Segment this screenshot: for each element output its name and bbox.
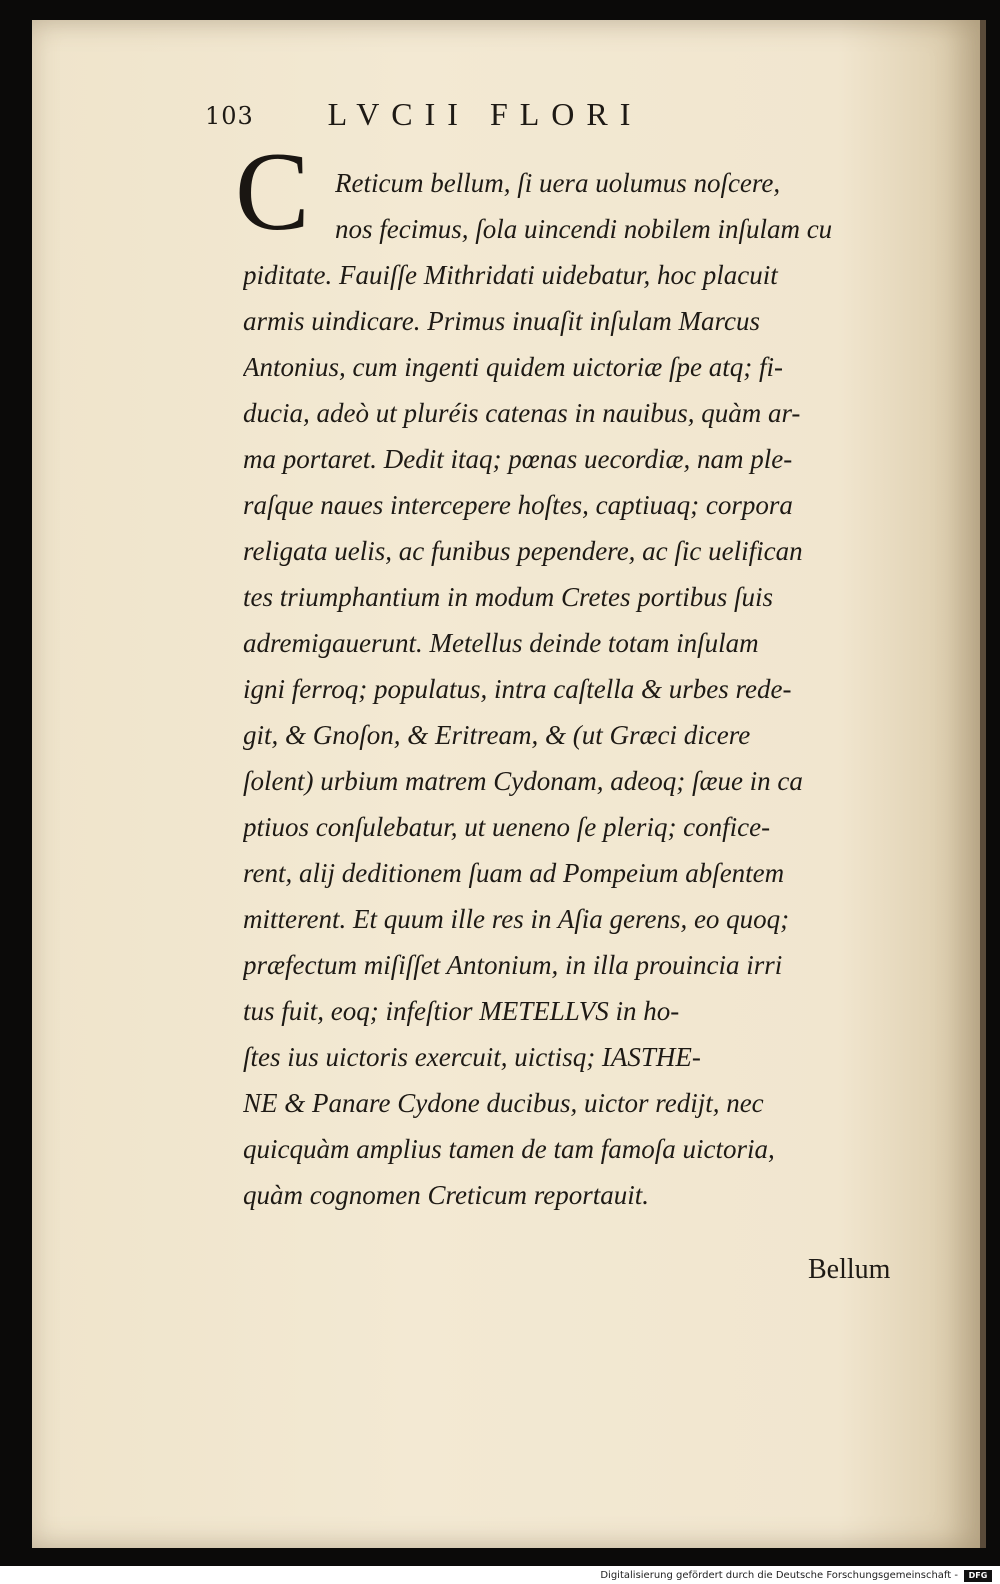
text-line: igni ferroq; populatus, intra caſtella & urbes rede-	[243, 674, 792, 704]
drop-cap: C	[235, 130, 310, 254]
text-line: Reticum bellum, ſi uera uolumus noſcere,	[335, 168, 781, 198]
text-line: tus fuit, eoq; infeſtior METELLVS in ho-	[243, 996, 680, 1026]
text-line: ma portaret. Dedit itaq; pœnas uecordiæ, nam ple-	[243, 444, 793, 474]
text-line: Antonius, cum ingenti quidem uictoriæ ſpe atq; fi-	[243, 352, 783, 382]
text-line: præfectum miſiſſet Antonium, in illa prouincia irri	[243, 950, 783, 980]
text-line: piditate. Fauiſſe Mithridati uidebatur, hoc placuit	[243, 260, 778, 290]
text-line: git, & Gnoſon, & Eritream, & (ut Græci dicere	[243, 720, 751, 750]
digitization-credit: Digitalisierung gefördert durch die Deutsche Forschungsgemeinschaft -	[600, 1570, 958, 1581]
text-line: ſolent) urbium matrem Cydonam, adeoq; ſæue in ca	[243, 766, 803, 796]
dfg-logo: DFG	[964, 1570, 992, 1582]
text-line: raſque naues intercepere hoſtes, captiuaq; corpora	[243, 490, 793, 520]
text-line: mitterent. Et quum ille res in Aſia gerens, eo quoq;	[243, 904, 790, 934]
catchword: Bellum	[808, 1254, 891, 1285]
text-line: NE & Panare Cydone ducibus, uictor redijt, nec	[243, 1088, 764, 1118]
text-line: religata uelis, ac funibus pependere, ac ſic uelifican	[243, 536, 803, 566]
running-title: LVCII FLORI	[327, 96, 643, 132]
text-line: armis uindicare. Primus inuaſit inſulam Marcus	[243, 306, 760, 336]
folio-number: 103	[205, 102, 254, 130]
text-line: rent, alij deditionem ſuam ad Pompeium abſentem	[243, 858, 785, 888]
text-line: adremigauerunt. Metellus deinde totam inſulam	[243, 628, 759, 658]
text-line: quàm cognomen Creticum reportauit.	[243, 1180, 649, 1210]
text-line: quicquàm amplius tamen de tam famoſa uictoria,	[243, 1134, 775, 1164]
text-line: ducia, adeò ut pluréis catenas in nauibus, quàm ar-	[243, 398, 801, 428]
text-line: tes triumphantium in modum Cretes portibus ſuis	[243, 582, 774, 612]
text-line: ſtes ius uictoris exercuit, uictisq; IASTHE-	[243, 1042, 701, 1072]
text-line: nos fecimus, ſola uincendi nobilem inſulam cu	[335, 214, 833, 244]
text-line: ptiuos conſulebatur, ut ueneno ſe pleriq; confice-	[243, 812, 771, 842]
